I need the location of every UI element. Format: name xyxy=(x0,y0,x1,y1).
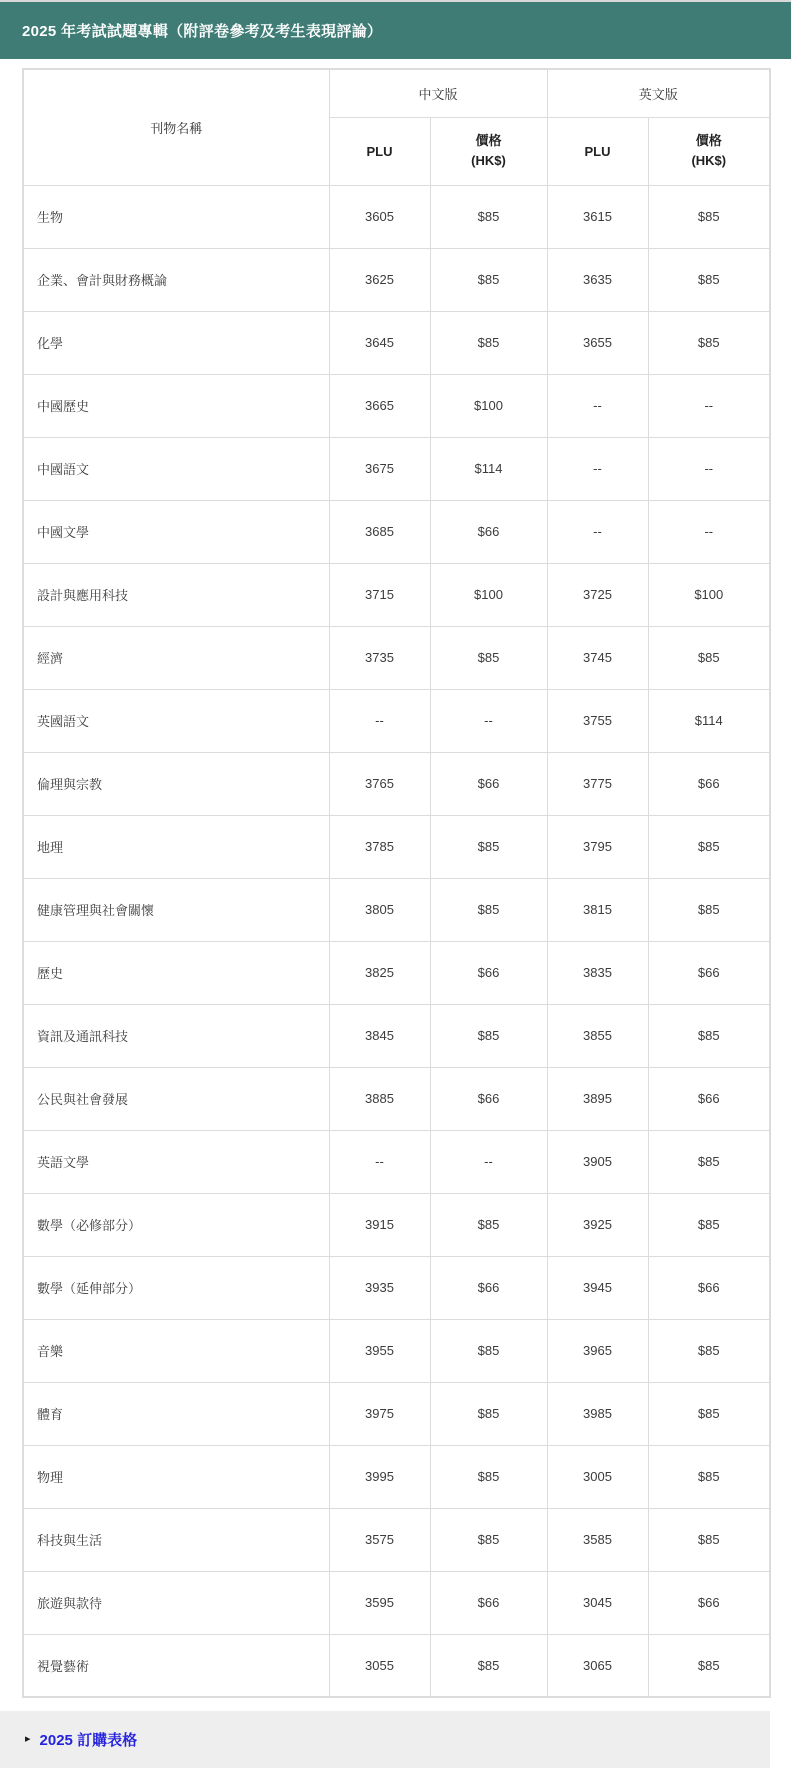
plu-chinese-cell: -- xyxy=(329,689,430,752)
plu-english-cell: 3795 xyxy=(547,815,648,878)
publication-name-cell: 旅遊與款待 xyxy=(23,1571,329,1634)
plu-chinese-cell: 3595 xyxy=(329,1571,430,1634)
publication-name-cell: 數學（必修部分） xyxy=(23,1193,329,1256)
chinese-edition-header: 中文版 xyxy=(329,69,547,117)
plu-english-cell: 3775 xyxy=(547,752,648,815)
price-chinese-cell: $85 xyxy=(430,1193,547,1256)
table-row xyxy=(23,689,770,752)
plu-chinese-cell: 3885 xyxy=(329,1067,430,1130)
table-row xyxy=(23,1319,770,1382)
table-row xyxy=(23,1004,770,1067)
price-english-cell: $85 xyxy=(648,815,770,878)
publication-name-cell: 英語文學 xyxy=(23,1130,329,1193)
publication-name-cell: 資訊及通訊科技 xyxy=(23,1004,329,1067)
table-row xyxy=(23,878,770,941)
price-chinese-cell: $85 xyxy=(430,626,547,689)
plu-chinese-cell: 3955 xyxy=(329,1319,430,1382)
table-row xyxy=(23,374,770,437)
publication-name-cell: 數學（延伸部分） xyxy=(23,1256,329,1319)
publication-name-header: 刊物名稱 xyxy=(23,69,329,185)
price-currency-label: (HK$) xyxy=(471,153,506,168)
plu-chinese-cell: 3625 xyxy=(329,248,430,311)
price-chinese-cell: $85 xyxy=(430,815,547,878)
price-table-header xyxy=(23,69,770,185)
price-chinese-header xyxy=(430,117,547,185)
plu-english-cell: 3925 xyxy=(547,1193,648,1256)
plu-english-cell: 3585 xyxy=(547,1508,648,1571)
price-chinese-cell: $85 xyxy=(430,1319,547,1382)
table-row xyxy=(23,248,770,311)
price-english-cell: $85 xyxy=(648,626,770,689)
plu-english-cell: 3895 xyxy=(547,1067,648,1130)
price-english-cell: $66 xyxy=(648,1067,770,1130)
price-english-cell: $114 xyxy=(648,689,770,752)
price-chinese-cell: $85 xyxy=(430,1508,547,1571)
publication-name-cell: 生物 xyxy=(23,185,329,248)
price-english-cell: $85 xyxy=(648,248,770,311)
title-banner xyxy=(0,2,791,59)
publication-name-cell: 科技與生活 xyxy=(23,1508,329,1571)
plu-english-cell: 3905 xyxy=(547,1130,648,1193)
price-english-cell: $66 xyxy=(648,752,770,815)
publication-name-cell: 中國語文 xyxy=(23,437,329,500)
price-english-cell: $85 xyxy=(648,1634,770,1697)
price-chinese-cell: -- xyxy=(430,1130,547,1193)
plu-chinese-cell: 3915 xyxy=(329,1193,430,1256)
plu-chinese-cell: 3785 xyxy=(329,815,430,878)
price-english-cell: $85 xyxy=(648,1508,770,1571)
price-english-header xyxy=(648,117,770,185)
table-row xyxy=(23,1193,770,1256)
publication-name-cell: 地理 xyxy=(23,815,329,878)
plu-chinese-cell: 3665 xyxy=(329,374,430,437)
plu-chinese-cell: 3935 xyxy=(329,1256,430,1319)
plu-english-cell: 3005 xyxy=(547,1445,648,1508)
plu-chinese-cell: 3645 xyxy=(329,311,430,374)
table-row xyxy=(23,1256,770,1319)
plu-chinese-header: PLU xyxy=(329,117,430,185)
price-chinese-cell: $85 xyxy=(430,1634,547,1697)
price-label: 價格 xyxy=(695,132,722,148)
price-chinese-cell: $85 xyxy=(430,878,547,941)
publication-name-cell: 中國文學 xyxy=(23,500,329,563)
plu-chinese-cell: 3845 xyxy=(329,1004,430,1067)
table-row xyxy=(23,1508,770,1571)
plu-english-cell: 3985 xyxy=(547,1382,648,1445)
publication-name-cell: 公民與社會發展 xyxy=(23,1067,329,1130)
plu-chinese-cell: 3605 xyxy=(329,185,430,248)
publication-name-cell: 健康管理與社會關懷 xyxy=(23,878,329,941)
table-row xyxy=(23,1382,770,1445)
chevron-right-icon: ▸ xyxy=(25,1733,31,1745)
plu-chinese-cell: 3765 xyxy=(329,752,430,815)
plu-chinese-cell: 3805 xyxy=(329,878,430,941)
publication-name-cell: 設計與應用科技 xyxy=(23,563,329,626)
plu-english-cell: 3615 xyxy=(547,185,648,248)
plu-english-cell: 3635 xyxy=(547,248,648,311)
price-chinese-cell: $66 xyxy=(430,500,547,563)
publication-name-cell: 音樂 xyxy=(23,1319,329,1382)
table-row xyxy=(23,1130,770,1193)
publication-name-cell: 化學 xyxy=(23,311,329,374)
publication-name-cell: 經濟 xyxy=(23,626,329,689)
price-chinese-cell: $66 xyxy=(430,1571,547,1634)
price-table-body xyxy=(23,185,770,1697)
price-chinese-cell: $85 xyxy=(430,311,547,374)
plu-english-cell: -- xyxy=(547,500,648,563)
price-english-cell: $85 xyxy=(648,1004,770,1067)
plu-chinese-cell: 3675 xyxy=(329,437,430,500)
plu-chinese-cell: 3735 xyxy=(329,626,430,689)
plu-chinese-cell: 3995 xyxy=(329,1445,430,1508)
plu-chinese-cell: -- xyxy=(329,1130,430,1193)
table-row xyxy=(23,500,770,563)
plu-english-cell: 3045 xyxy=(547,1571,648,1634)
price-english-cell: $85 xyxy=(648,1193,770,1256)
table-row xyxy=(23,437,770,500)
order-form-bar xyxy=(0,1711,770,1768)
price-english-cell: $85 xyxy=(648,1319,770,1382)
price-chinese-cell: $66 xyxy=(430,1067,547,1130)
plu-chinese-cell: 3055 xyxy=(329,1634,430,1697)
table-row xyxy=(23,941,770,1004)
price-chinese-cell: $66 xyxy=(430,1256,547,1319)
plu-english-cell: 3855 xyxy=(547,1004,648,1067)
page-title: 2025 年考試試題專輯（附評卷參考及考生表現評論） xyxy=(22,23,383,40)
table-row xyxy=(23,815,770,878)
english-edition-header: 英文版 xyxy=(547,69,770,117)
publication-name-cell: 企業、會計與財務概論 xyxy=(23,248,329,311)
plu-english-cell: -- xyxy=(547,374,648,437)
price-english-cell: $85 xyxy=(648,185,770,248)
price-chinese-cell: $66 xyxy=(430,752,547,815)
plu-chinese-cell: 3975 xyxy=(329,1382,430,1445)
price-english-cell: $66 xyxy=(648,1571,770,1634)
plu-chinese-cell: 3825 xyxy=(329,941,430,1004)
publication-name-cell: 英國語文 xyxy=(23,689,329,752)
price-chinese-cell: $114 xyxy=(430,437,547,500)
price-chinese-cell: $85 xyxy=(430,1445,547,1508)
price-english-cell: -- xyxy=(648,500,770,563)
price-label: 價格 xyxy=(475,132,502,148)
price-english-cell: -- xyxy=(648,374,770,437)
price-chinese-cell: -- xyxy=(430,689,547,752)
price-english-cell: $85 xyxy=(648,1445,770,1508)
price-chinese-cell: $85 xyxy=(430,1382,547,1445)
publication-name-cell: 歷史 xyxy=(23,941,329,1004)
price-table xyxy=(22,68,771,1698)
table-row xyxy=(23,1571,770,1634)
table-row xyxy=(23,1445,770,1508)
table-row xyxy=(23,563,770,626)
table-row xyxy=(23,185,770,248)
price-english-cell: $85 xyxy=(648,878,770,941)
price-english-cell: -- xyxy=(648,437,770,500)
plu-english-cell: 3725 xyxy=(547,563,648,626)
plu-english-cell: 3655 xyxy=(547,311,648,374)
price-chinese-cell: $85 xyxy=(430,185,547,248)
price-chinese-cell: $85 xyxy=(430,248,547,311)
table-row xyxy=(23,1634,770,1697)
table-row xyxy=(23,1067,770,1130)
plu-english-cell: 3065 xyxy=(547,1634,648,1697)
price-english-cell: $66 xyxy=(648,941,770,1004)
header-row-editions xyxy=(23,69,770,117)
price-english-cell: $100 xyxy=(648,563,770,626)
plu-english-cell: 3835 xyxy=(547,941,648,1004)
price-english-cell: $66 xyxy=(648,1256,770,1319)
table-row xyxy=(23,626,770,689)
plu-english-cell: 3815 xyxy=(547,878,648,941)
table-row xyxy=(23,752,770,815)
plu-english-cell: 3945 xyxy=(547,1256,648,1319)
plu-english-cell: 3755 xyxy=(547,689,648,752)
plu-english-cell: 3745 xyxy=(547,626,648,689)
price-chinese-cell: $100 xyxy=(430,563,547,626)
plu-chinese-cell: 3575 xyxy=(329,1508,430,1571)
price-chinese-cell: $85 xyxy=(430,1004,547,1067)
price-currency-label: (HK$) xyxy=(691,153,727,168)
price-chinese-cell: $100 xyxy=(430,374,547,437)
publication-name-cell: 中國歷史 xyxy=(23,374,329,437)
plu-english-cell: -- xyxy=(547,437,648,500)
publication-name-cell: 視覺藝術 xyxy=(23,1634,329,1697)
order-form-link[interactable]: 2025 訂購表格 xyxy=(39,1732,138,1749)
plu-english-header: PLU xyxy=(547,117,648,185)
publication-name-cell: 物理 xyxy=(23,1445,329,1508)
publication-name-cell: 體育 xyxy=(23,1382,329,1445)
publication-name-cell: 倫理與宗教 xyxy=(23,752,329,815)
plu-chinese-cell: 3715 xyxy=(329,563,430,626)
plu-chinese-cell: 3685 xyxy=(329,500,430,563)
price-english-cell: $85 xyxy=(648,1130,770,1193)
price-english-cell: $85 xyxy=(648,311,770,374)
price-english-cell: $85 xyxy=(648,1382,770,1445)
table-row xyxy=(23,311,770,374)
plu-english-cell: 3965 xyxy=(547,1319,648,1382)
price-chinese-cell: $66 xyxy=(430,941,547,1004)
